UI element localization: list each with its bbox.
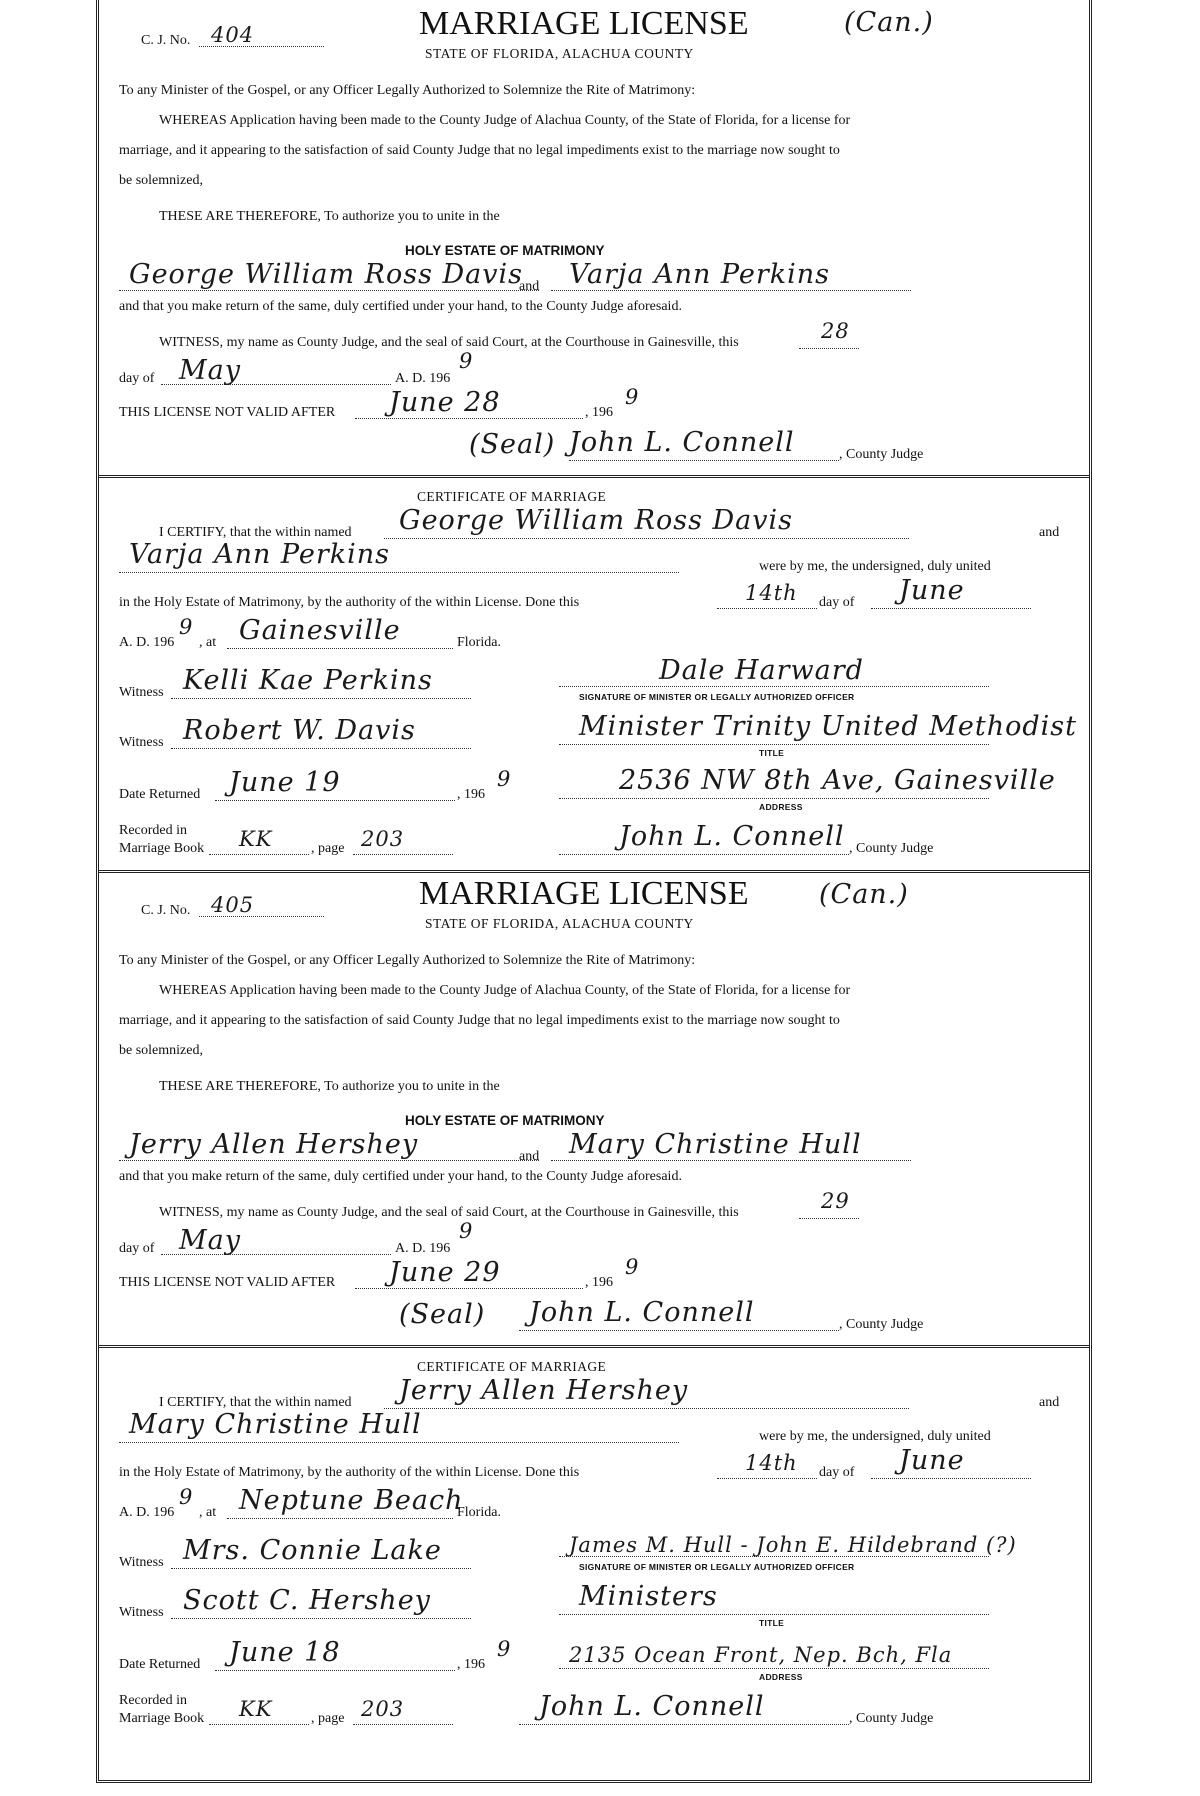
return-line: and that you make return of the same, duly certified under your hand, to the County Judge aforesaid. [119, 299, 682, 314]
whereas-line-3: be solemnized, [119, 173, 203, 188]
county-judge-label: , County Judge [839, 1317, 924, 1332]
cj-label: C. J. No. [141, 903, 191, 918]
whereas-line-3: be solemnized, [119, 1043, 203, 1058]
united-label: were by me, the undersigned, duly united [759, 1429, 991, 1444]
license-month: May [179, 1225, 241, 1256]
not-valid-date: June 29 [389, 1257, 501, 1288]
authorize-line: THESE ARE THEREFORE, To authorize you to unite in the [159, 1079, 500, 1094]
license-year-digit: 9 [459, 1219, 474, 1243]
at-label: , at [199, 1505, 217, 1520]
officer-caption: SIGNATURE OF MINISTER OR LEGALLY AUTHORIZED OFFICER [579, 1562, 855, 1572]
book-id: KK [239, 827, 273, 851]
returned-date: June 19 [229, 767, 341, 798]
county-judge-label: , County Judge [839, 447, 924, 462]
cert-and-label: and [1039, 1395, 1060, 1410]
witness-label-1: Witness [119, 685, 164, 700]
certificate-title: CERTIFICATE OF MARRIAGE [417, 489, 607, 504]
title-caption: TITLE [759, 1618, 785, 1628]
address-line: To any Minister of the Gospel, or any Officer Legally Authorized to Solemnize the Rite of Matrimony: [119, 953, 696, 968]
cert-groom-name: George William Ross Davis [399, 505, 794, 536]
cert-and-label: and [1039, 525, 1060, 540]
witness-2-signature: Scott C. Hershey [183, 1585, 431, 1616]
ad-label-2: A. D. 196 [119, 1505, 175, 1520]
authorize-line: THESE ARE THEREFORE, To authorize you to unite in the [159, 209, 500, 224]
cert-groom-name: Jerry Allen Hershey [399, 1375, 689, 1406]
cj-number: 405 [211, 893, 255, 917]
ceremony-place: Neptune Beach [239, 1485, 464, 1516]
witness-line: WITNESS, my name as County Judge, and the seal of said Court, at the Courthouse in Gainesville, this [159, 335, 739, 350]
united-label: were by me, the undersigned, duly united [759, 559, 991, 574]
cert-bride-name: Varja Ann Perkins [129, 539, 391, 570]
certify-label: I CERTIFY, that the within named [159, 525, 352, 540]
judge-signature: John L. Connell [529, 1297, 755, 1328]
returned-date: June 18 [229, 1637, 341, 1668]
not-valid-label: THIS LICENSE NOT VALID AFTER [119, 405, 336, 420]
cj-label: C. J. No. [141, 33, 191, 48]
holy-estate-line: in the Holy Estate of Matrimony, by the authority of the within License. Done this [119, 595, 580, 610]
county-judge-label-2: , County Judge [849, 1711, 934, 1726]
witness-day: 28 [821, 319, 850, 343]
corner-note: (Can.) [819, 879, 909, 910]
day-of-label: day of [119, 371, 155, 386]
whereas-line-2: marriage, and it appearing to the satisfaction of said County Judge that no legal impediments exist to the marriage now sought to [119, 143, 840, 158]
license-subtitle: STATE OF FLORIDA, ALACHUA COUNTY [425, 46, 694, 61]
done-month: June [899, 575, 965, 606]
holy-estate-line: in the Holy Estate of Matrimony, by the authority of the within License. Done this [119, 1465, 580, 1480]
witness-1-signature: Kelli Kae Perkins [183, 665, 433, 696]
bride-name: Mary Christine Hull [569, 1129, 862, 1160]
whereas-line-1: WHEREAS Application having been made to the County Judge of Alachua County, of the State of Florida, for a license for [159, 113, 851, 128]
page-label: , page [311, 1711, 345, 1726]
page-label: , page [311, 841, 345, 856]
at-label: , at [199, 635, 217, 650]
book-id: KK [239, 1697, 273, 1721]
title-caption: TITLE [759, 748, 785, 758]
holy-estate-heading: HOLY ESTATE OF MATRIMONY [405, 243, 605, 258]
not-valid-label: THIS LICENSE NOT VALID AFTER [119, 1275, 336, 1290]
holy-estate-heading: HOLY ESTATE OF MATRIMONY [405, 1113, 605, 1128]
officer-address: 2536 NW 8th Ave, Gainesville [619, 765, 1056, 796]
address-caption: ADDRESS [759, 802, 803, 812]
witness-1-signature: Mrs. Connie Lake [183, 1535, 442, 1566]
groom-name: George William Ross Davis [129, 259, 524, 290]
not-valid-year-label: , 196 [585, 1275, 613, 1290]
done-day: 14th [745, 581, 798, 605]
done-day-of-label: day of [819, 1465, 855, 1480]
license-title: MARRIAGE LICENSE [419, 875, 749, 912]
witness-line: WITNESS, my name as County Judge, and the seal of said Court, at the Courthouse in Gainesville, this [159, 1205, 739, 1220]
returned-year-digit: 9 [497, 767, 512, 791]
seal-note: (Seal) [469, 429, 556, 460]
document-page [96, 0, 1092, 1783]
witness-label-2: Witness [119, 735, 164, 750]
seal-note: (Seal) [399, 1299, 486, 1330]
county-judge-label-2: , County Judge [849, 841, 934, 856]
and-label: and [519, 1149, 540, 1164]
done-day: 14th [745, 1451, 798, 1475]
whereas-line-1: WHEREAS Application having been made to the County Judge of Alachua County, of the State of Florida, for a license for [159, 983, 851, 998]
whereas-line-2: marriage, and it appearing to the satisfaction of said County Judge that no legal impediments exist to the marriage now sought to [119, 1013, 840, 1028]
ad-label: A. D. 196 [395, 371, 451, 386]
recorder-signature: John L. Connell [619, 821, 845, 852]
witness-2-signature: Robert W. Davis [183, 715, 416, 746]
not-valid-year-label: , 196 [585, 405, 613, 420]
ceremony-place: Gainesville [239, 615, 401, 646]
not-valid-year-digit: 9 [625, 385, 640, 409]
florida-label: Florida. [457, 1505, 501, 1520]
witness-day: 29 [821, 1189, 850, 1213]
return-line: and that you make return of the same, duly certified under your hand, to the County Judge aforesaid. [119, 1169, 682, 1184]
address-line: To any Minister of the Gospel, or any Officer Legally Authorized to Solemnize the Rite of Matrimony: [119, 83, 696, 98]
cert-bride-name: Mary Christine Hull [129, 1409, 422, 1440]
ad-label-2: A. D. 196 [119, 635, 175, 650]
officer-signature: Dale Harward [659, 655, 864, 686]
done-month: June [899, 1445, 965, 1476]
address-caption: ADDRESS [759, 1672, 803, 1682]
judge-signature: John L. Connell [569, 427, 795, 458]
recorded-label-1: Recorded in [119, 823, 188, 838]
day-of-label: day of [119, 1241, 155, 1256]
license-subtitle: STATE OF FLORIDA, ALACHUA COUNTY [425, 916, 694, 931]
returned-year-digit: 9 [497, 1637, 512, 1661]
returned-label: Date Returned [119, 787, 201, 802]
returned-year-label: , 196 [457, 787, 485, 802]
corner-note: (Can.) [844, 7, 934, 38]
recorded-label-2: Marriage Book [119, 841, 205, 856]
done-year-digit: 9 [179, 1485, 194, 1509]
returned-label: Date Returned [119, 1657, 201, 1672]
license-year-digit: 9 [459, 349, 474, 373]
groom-name: Jerry Allen Hershey [129, 1129, 419, 1160]
witness-label-1: Witness [119, 1555, 164, 1570]
cj-number: 404 [211, 23, 255, 47]
not-valid-year-digit: 9 [625, 1255, 640, 1279]
page-number: 203 [361, 1697, 405, 1721]
done-year-digit: 9 [179, 615, 194, 639]
license-month: May [179, 355, 241, 386]
officer-signature: James M. Hull - John E. Hildebrand (?) [569, 1533, 1017, 1557]
witness-label-2: Witness [119, 1605, 164, 1620]
officer-title: Minister Trinity United Methodist [579, 711, 1077, 742]
officer-caption: SIGNATURE OF MINISTER OR LEGALLY AUTHORIZED OFFICER [579, 692, 855, 702]
and-label: and [519, 279, 540, 294]
not-valid-date: June 28 [389, 387, 501, 418]
florida-label: Florida. [457, 635, 501, 650]
ad-label: A. D. 196 [395, 1241, 451, 1256]
recorder-signature: John L. Connell [539, 1691, 765, 1722]
bride-name: Varja Ann Perkins [569, 259, 831, 290]
certificate-title: CERTIFICATE OF MARRIAGE [417, 1359, 607, 1374]
done-day-of-label: day of [819, 595, 855, 610]
license-title: MARRIAGE LICENSE [419, 5, 749, 42]
recorded-label-2: Marriage Book [119, 1711, 205, 1726]
certify-label: I CERTIFY, that the within named [159, 1395, 352, 1410]
officer-title: Ministers [579, 1581, 718, 1612]
recorded-label-1: Recorded in [119, 1693, 188, 1708]
officer-address: 2135 Ocean Front, Nep. Bch, Fla [569, 1643, 953, 1667]
page-number: 203 [361, 827, 405, 851]
returned-year-label: , 196 [457, 1657, 485, 1672]
